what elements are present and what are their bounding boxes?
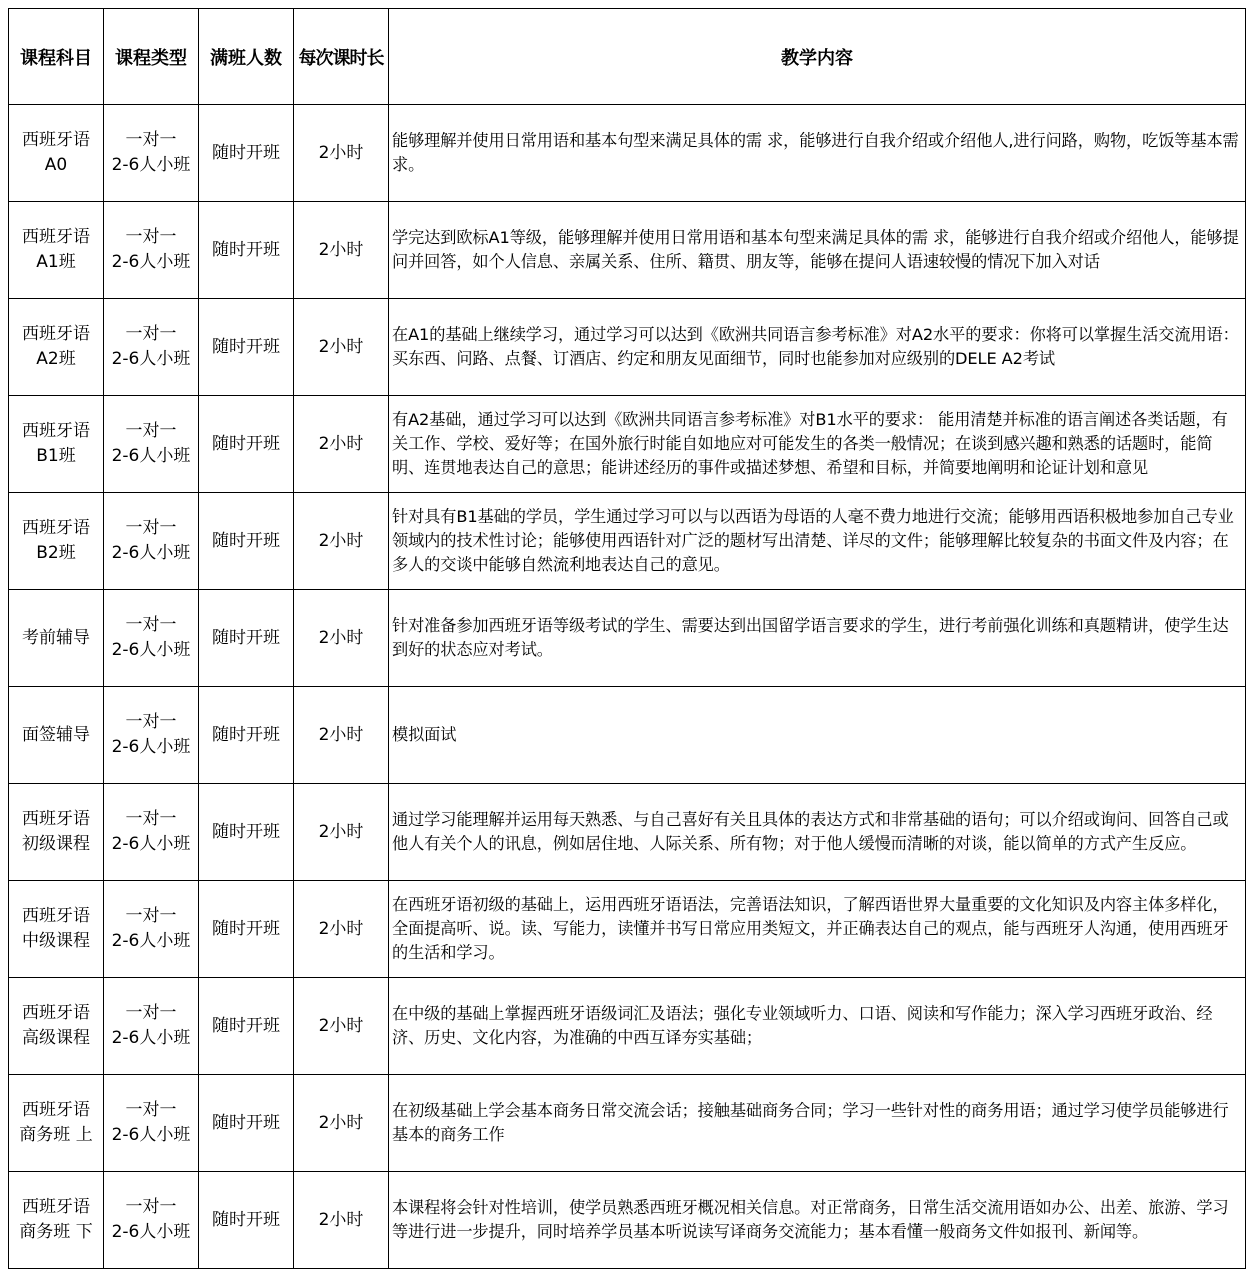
cell-subject-line: B1班 bbox=[36, 446, 76, 466]
cell-type bbox=[104, 299, 199, 396]
table-row bbox=[9, 784, 1246, 881]
table-row bbox=[9, 687, 1246, 784]
cell-duration: 2小时 bbox=[294, 1172, 389, 1269]
cell-class-size: 随时开班 bbox=[199, 105, 294, 202]
cell-class-size: 随时开班 bbox=[199, 1075, 294, 1172]
cell-class-size: 随时开班 bbox=[199, 396, 294, 493]
cell-subject bbox=[9, 590, 104, 687]
cell-type-line: 2-6人小班 bbox=[111, 349, 191, 369]
cell-type bbox=[104, 590, 199, 687]
cell-type-line: 一对一 bbox=[125, 324, 177, 344]
header-duration: 每次课时长 bbox=[294, 9, 389, 105]
course-table bbox=[8, 8, 1246, 1269]
cell-subject-line: A1班 bbox=[36, 252, 76, 272]
cell-type-line: 2-6人小班 bbox=[111, 1222, 191, 1242]
table-row bbox=[9, 1075, 1246, 1172]
cell-subject bbox=[9, 784, 104, 881]
cell-type-line: 一对一 bbox=[125, 1197, 177, 1217]
cell-duration: 2小时 bbox=[294, 493, 389, 590]
cell-subject bbox=[9, 978, 104, 1075]
cell-content: 针对准备参加西班牙语等级考试的学生、需要达到出国留学语言要求的学生，进行考前强化训练和真题精讲，使学生达到好的状态应对考试。 bbox=[389, 590, 1246, 687]
cell-duration: 2小时 bbox=[294, 881, 389, 978]
cell-content: 针对具有B1基础的学员，学生通过学习可以与以西语为母语的人毫不费力地进行交流；能够用西语积极地参加自己专业领域内的技术性讨论；能够使用西语针对广泛的题材写出清楚、详尽的文件；能够理解比较复杂的书面文件及内容；在多人的交谈中能够自然流利地表达自己的意见。 bbox=[389, 493, 1246, 590]
cell-subject-line: 西班牙语 bbox=[22, 906, 90, 926]
table-body bbox=[9, 105, 1246, 1269]
cell-content: 在西班牙语初级的基础上，运用西班牙语语法，完善语法知识，了解西语世界大量重要的文化知识及内容主体多样化，全面提高听、说。读、写能力，读懂并书写日常应用类短文，并正确表达自己的观点，能与西班牙人沟通，使用西班牙的生活和学习。 bbox=[389, 881, 1246, 978]
cell-type-line: 一对一 bbox=[125, 421, 177, 441]
table-row bbox=[9, 202, 1246, 299]
cell-subject-line: 初级课程 bbox=[22, 834, 90, 854]
cell-type-line: 一对一 bbox=[125, 906, 177, 926]
cell-type-line: 一对一 bbox=[125, 1100, 177, 1120]
cell-subject-line: A2班 bbox=[36, 349, 76, 369]
cell-duration: 2小时 bbox=[294, 1075, 389, 1172]
cell-type bbox=[104, 1172, 199, 1269]
header-content: 教学内容 bbox=[389, 9, 1246, 105]
cell-subject-line: 高级课程 bbox=[22, 1028, 90, 1048]
cell-class-size: 随时开班 bbox=[199, 1172, 294, 1269]
cell-subject-line: A0 bbox=[44, 155, 68, 175]
cell-subject bbox=[9, 299, 104, 396]
cell-subject-line: 西班牙语 bbox=[22, 324, 90, 344]
cell-content: 能够理解并使用日常用语和基本句型来满足具体的需 求，能够进行自我介绍或介绍他人,进行问路，购物，吃饭等基本需求。 bbox=[389, 105, 1246, 202]
cell-type-line: 2-6人小班 bbox=[111, 252, 191, 272]
cell-subject bbox=[9, 202, 104, 299]
cell-type-line: 一对一 bbox=[125, 712, 177, 732]
cell-class-size: 随时开班 bbox=[199, 202, 294, 299]
header-row bbox=[9, 9, 1246, 105]
cell-duration: 2小时 bbox=[294, 105, 389, 202]
cell-type bbox=[104, 1075, 199, 1172]
cell-subject-line: 中级课程 bbox=[22, 931, 90, 951]
cell-type-line: 一对一 bbox=[125, 1003, 177, 1023]
cell-type-line: 一对一 bbox=[125, 130, 177, 150]
cell-subject bbox=[9, 687, 104, 784]
cell-subject-line: 商务班 上 bbox=[19, 1125, 93, 1145]
cell-subject-line: 西班牙语 bbox=[22, 1197, 90, 1217]
cell-subject-line: B2班 bbox=[36, 543, 76, 563]
cell-class-size: 随时开班 bbox=[199, 784, 294, 881]
header-subject: 课程科目 bbox=[9, 9, 104, 105]
cell-type-line: 2-6人小班 bbox=[111, 834, 191, 854]
cell-content: 通过学习能理解并运用每天熟悉、与自己喜好有关且具体的表达方式和非常基础的语句；可以介绍或询问、回答自己或他人有关个人的讯息，例如居住地、人际关系、所有物；对于他人缓慢而清晰的对谈，能以简单的方式产生反应。 bbox=[389, 784, 1246, 881]
cell-subject-line: 西班牙语 bbox=[22, 809, 90, 829]
cell-type bbox=[104, 784, 199, 881]
cell-subject bbox=[9, 1075, 104, 1172]
cell-content: 在中级的基础上掌握西班牙语级词汇及语法；强化专业领域听力、口语、阅读和写作能力；深入学习西班牙政治、经济、历史、文化内容，为准确的中西互译夯实基础； bbox=[389, 978, 1246, 1075]
cell-duration: 2小时 bbox=[294, 687, 389, 784]
cell-type-line: 2-6人小班 bbox=[111, 737, 191, 757]
cell-content: 模拟面试 bbox=[389, 687, 1246, 784]
cell-duration: 2小时 bbox=[294, 202, 389, 299]
cell-duration: 2小时 bbox=[294, 784, 389, 881]
cell-class-size: 随时开班 bbox=[199, 299, 294, 396]
cell-type-line: 2-6人小班 bbox=[111, 1028, 191, 1048]
cell-type bbox=[104, 687, 199, 784]
cell-subject bbox=[9, 881, 104, 978]
cell-type bbox=[104, 881, 199, 978]
cell-content: 有A2基础，通过学习可以达到《欧洲共同语言参考标准》对B1水平的要求： 能用清楚并标准的语言阐述各类话题，有关工作、学校、爱好等；在国外旅行时能自如地应对可能发生的各类一般情况；在谈到感兴趣和熟悉的话题时，能简明、连贯地表达自己的意思；能讲述经历的事件或描述梦想、希望和目标，并简要地阐明和论证计划和意见 bbox=[389, 396, 1246, 493]
cell-type-line: 2-6人小班 bbox=[111, 446, 191, 466]
cell-content: 学完达到欧标A1等级，能够理解并使用日常用语和基本句型来满足具体的需 求，能够进行自我介绍或介绍他人，能够提问并回答，如个人信息、亲属关系、住所、籍贯、朋友等，能够在提问人语速较慢的情况下加入对话 bbox=[389, 202, 1246, 299]
header-type: 课程类型 bbox=[104, 9, 199, 105]
cell-subject-line: 西班牙语 bbox=[22, 130, 90, 150]
table-row bbox=[9, 590, 1246, 687]
table-row bbox=[9, 493, 1246, 590]
table-row bbox=[9, 299, 1246, 396]
cell-content: 在A1的基础上继续学习，通过学习可以达到《欧洲共同语言参考标准》对A2水平的要求：你将可以掌握生活交流用语：买东西、问路、点餐、订酒店、约定和朋友见面细节，同时也能参加对应级别的DELE A2考试 bbox=[389, 299, 1246, 396]
table-row bbox=[9, 105, 1246, 202]
cell-duration: 2小时 bbox=[294, 299, 389, 396]
cell-type-line: 2-6人小班 bbox=[111, 1125, 191, 1145]
cell-subject bbox=[9, 396, 104, 493]
cell-class-size: 随时开班 bbox=[199, 493, 294, 590]
cell-type-line: 一对一 bbox=[125, 518, 177, 538]
cell-content: 本课程将会针对性培训，使学员熟悉西班牙概况相关信息。对正常商务，日常生活交流用语如办公、出差、旅游、学习等进行进一步提升，同时培养学员基本听说读写译商务交流能力；基本看懂一般商务文件如报刊、新闻等。 bbox=[389, 1172, 1246, 1269]
cell-type bbox=[104, 396, 199, 493]
table-row bbox=[9, 1172, 1246, 1269]
cell-class-size: 随时开班 bbox=[199, 590, 294, 687]
cell-subject-line: 商务班 下 bbox=[19, 1222, 93, 1242]
cell-class-size: 随时开班 bbox=[199, 978, 294, 1075]
cell-type-line: 一对一 bbox=[125, 227, 177, 247]
cell-type bbox=[104, 202, 199, 299]
cell-class-size: 随时开班 bbox=[199, 881, 294, 978]
cell-type bbox=[104, 978, 199, 1075]
cell-duration: 2小时 bbox=[294, 396, 389, 493]
cell-duration: 2小时 bbox=[294, 978, 389, 1075]
header-class-size: 满班人数 bbox=[199, 9, 294, 105]
cell-subject bbox=[9, 105, 104, 202]
cell-subject bbox=[9, 493, 104, 590]
cell-type-line: 2-6人小班 bbox=[111, 543, 191, 563]
cell-type bbox=[104, 105, 199, 202]
cell-subject-line: 西班牙语 bbox=[22, 227, 90, 247]
cell-subject bbox=[9, 1172, 104, 1269]
cell-type-line: 2-6人小班 bbox=[111, 155, 191, 175]
cell-duration: 2小时 bbox=[294, 590, 389, 687]
cell-subject-line: 西班牙语 bbox=[22, 421, 90, 441]
table-row bbox=[9, 881, 1246, 978]
cell-content: 在初级基础上学会基本商务日常交流会话；接触基础商务合同；学习一些针对性的商务用语；通过学习使学员能够进行基本的商务工作 bbox=[389, 1075, 1246, 1172]
cell-type-line: 2-6人小班 bbox=[111, 640, 191, 660]
cell-type-line: 一对一 bbox=[125, 615, 177, 635]
cell-subject-line: 西班牙语 bbox=[22, 1003, 90, 1023]
table-row bbox=[9, 978, 1246, 1075]
table-row bbox=[9, 396, 1246, 493]
cell-subject-line: 考前辅导 bbox=[22, 627, 90, 648]
cell-type bbox=[104, 493, 199, 590]
cell-type-line: 一对一 bbox=[125, 809, 177, 829]
cell-class-size: 随时开班 bbox=[199, 687, 294, 784]
cell-type-line: 2-6人小班 bbox=[111, 931, 191, 951]
cell-subject-line: 西班牙语 bbox=[22, 518, 90, 538]
cell-subject-line: 西班牙语 bbox=[22, 1100, 90, 1120]
cell-subject-line: 面签辅导 bbox=[22, 724, 90, 745]
